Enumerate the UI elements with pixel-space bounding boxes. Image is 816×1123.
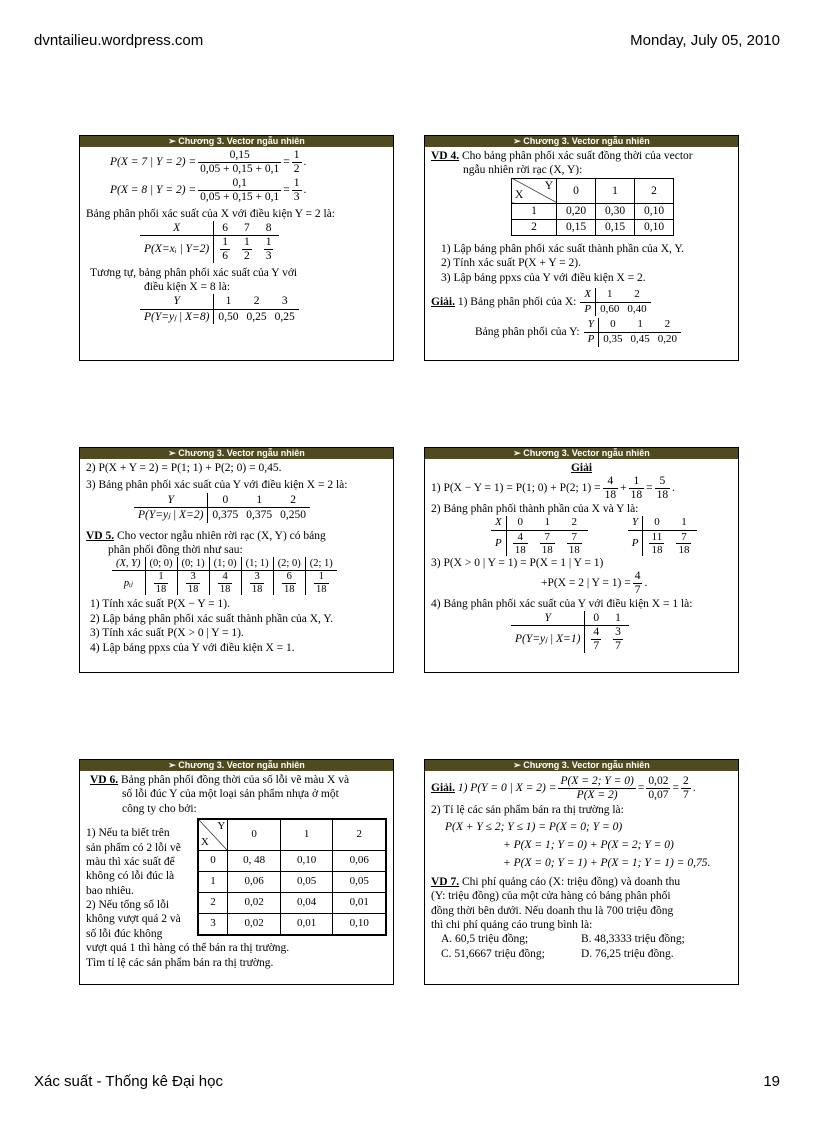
text-line: Bảng phân phối của Y: <box>475 326 580 339</box>
text-line: số lỗi đúc Y của một loại sản phẩm nhựa ở một <box>122 788 339 801</box>
text-line: Tìm tỉ lệ các sản phẩm bán ra thị trường. <box>86 956 274 969</box>
page-number: 19 <box>763 1073 780 1090</box>
example-label: VD 6. <box>90 774 119 786</box>
text-line: 3) P(X > 0 | Y = 1) = P(X = 1 | Y = 1) <box>431 556 604 569</box>
table-cell: 7 <box>236 221 258 236</box>
table-cell: 0 <box>557 178 596 203</box>
table-cell: (0; 0) <box>145 557 177 571</box>
table-cell: Y <box>140 294 214 309</box>
frac-den: 7 <box>615 640 621 653</box>
frac-num: 1 <box>293 149 300 161</box>
table-cell: 2 <box>512 219 557 235</box>
table-cell: 0,60 <box>596 302 624 316</box>
table-cell: 2 <box>654 318 681 332</box>
slide-1 <box>79 135 394 361</box>
table-cell: 0 <box>198 851 228 872</box>
table-cell: 0 <box>208 493 242 508</box>
solution-label: Giải. <box>431 781 455 794</box>
text-line: số lỗi đúc không <box>86 927 163 940</box>
table-cell: Y <box>511 611 585 626</box>
table-cell: 1 <box>512 203 557 219</box>
joint-table <box>197 818 387 936</box>
slide-title: ➢ Chương 3. Vector ngẫu nhiên <box>425 760 738 771</box>
slide-title: ➢ Chương 3. Vector ngẫu nhiên <box>80 448 393 459</box>
table-row <box>198 914 386 936</box>
table-cell: 2 <box>623 288 650 302</box>
text-line: vượt quá 1 thì hàng có thể bán ra thị trường. <box>86 942 290 955</box>
text-line: Cho bảng phân phối xác suất đồng thời của vector <box>462 150 693 162</box>
frac-den: 18 <box>155 583 167 595</box>
table-cell: 0,06 <box>228 872 281 893</box>
option-a: A. 60,5 triệu đồng; <box>441 933 529 946</box>
table-cell: 3 <box>198 914 228 936</box>
solution-label: Giải. <box>431 295 455 308</box>
slide-title: ➢ Chương 3. Vector ngẫu nhiên <box>80 136 393 147</box>
table-cell: 0,05 <box>280 872 333 893</box>
frac-num: 11 <box>649 531 664 544</box>
table-cell: 1 <box>280 819 333 851</box>
header-site: dvntailieu.wordpress.com <box>34 32 204 49</box>
slide-4: ➢ Chương 3. Vector ngẫu nhiên Giải 1) P(X − Y = 1) = P(1; 0) + P(2; 1) = $\frac{4}{18}$ + $\frac{1}{18}$ = $\frac{5}{18}$ . 2) Bảng phân phối thành phần của X và Y là: X 0 1 2 P $\frac{4}{18}$ $\frac{7}{18}$ $\frac{7}{18}$ Y 0 1 P $\frac{11}{18}$ $\frac{7}{18}$ 3) P(X > 0 | Y = 1) = P(X = 1 | Y = 1) +P(X = 2 | Y = 1) = $\frac{4}{7}$ . 4) Bảng phân phối xác suất của Y với điều kiện X = 1 là: Y 0 1 P(Y=yⱼ | X=1) $\frac{4}{7}$ $\frac{3}{7}$ <box>424 447 739 673</box>
table-cell: 8 <box>258 221 280 236</box>
frac-den: P(X = 2) <box>576 788 618 801</box>
frac-den: 18 <box>656 489 669 502</box>
table-cell: 0,10 <box>635 219 674 235</box>
table-cell: 1 <box>534 516 561 530</box>
frac-den: 18 <box>514 543 526 556</box>
text-line: 1) Bảng phân phối của X: <box>457 295 577 308</box>
table-cell: 0,250 <box>280 509 307 522</box>
table-cell: 0,25 <box>274 310 295 323</box>
table-row <box>512 219 674 235</box>
solution-label: Giải <box>570 462 593 474</box>
dist-table-x <box>491 516 588 556</box>
text-line: (Y: triệu đồng) của một cửa hàng có bảng phân phối <box>431 890 671 903</box>
table-cell: 1 <box>214 294 243 309</box>
equals: = <box>283 155 290 168</box>
frac-den: 18 <box>541 543 553 556</box>
frac-den: 0,07 <box>648 788 669 801</box>
slide-2 <box>424 135 739 361</box>
table-cell: P(Y=yⱼ | X=8) <box>144 310 210 323</box>
question-1: 1) Tính xác suất P(X − Y = 1). <box>90 598 230 611</box>
frac-den: 18 <box>630 489 643 502</box>
eq-lhs: 1) P(Y = 0 | X = 2) = <box>457 781 557 794</box>
eq-lhs: P(X = 7 | Y = 2) = <box>110 155 197 168</box>
table-cell: 0,15 <box>596 219 635 235</box>
text-line: + P(X = 1; Y = 0) + P(X = 2; Y = 0) <box>503 839 674 852</box>
table-cell: (1; 1) <box>241 557 273 571</box>
frac-num: 4 <box>603 475 619 489</box>
equation-2: P(X = 8 | Y = 2) = $\frac{0,1}{0,05 + 0,15 + 0,1}$ = $\frac{1}{3}$ . <box>110 177 307 203</box>
question-2: 2) Tính xác suất P(X + Y = 2). <box>441 257 581 270</box>
question-2: 2) Lập bảng phân phối xác suất thành phần của X, Y. <box>90 612 334 625</box>
side-text <box>86 818 197 941</box>
table-cell: 0,45 <box>630 333 650 346</box>
frac-num: 1 <box>222 236 228 249</box>
text-line: công ty cho bởi: <box>122 802 197 815</box>
frac-num: 7 <box>540 531 555 544</box>
frac-num: 5 <box>655 475 671 489</box>
frac-num: 3 <box>615 626 621 639</box>
table-cell: 0, 48 <box>228 851 281 872</box>
table-cell: 0,15 <box>557 219 596 235</box>
table-cell: 3 <box>271 294 299 309</box>
frac-num: 1 <box>154 571 169 584</box>
equals: = <box>283 184 290 197</box>
table-cell: 0,01 <box>333 893 386 914</box>
table-cell: 0,02 <box>228 893 281 914</box>
text-line: 2) Tỉ lệ các sản phẩm bán ra thị trường là: <box>431 804 624 817</box>
table-cell: pᵢⱼ <box>123 577 133 589</box>
frac-num: 1 <box>243 236 250 249</box>
table-cell: (2; 0) <box>273 557 305 571</box>
table-cell: 0,20 <box>557 203 596 219</box>
frac-num: 4 <box>634 570 641 583</box>
table-cell: 0 <box>599 318 627 332</box>
footer-course: Xác suất - Thống kê Đại học <box>34 1073 223 1090</box>
frac-num: 3 <box>186 571 201 584</box>
eq-lhs: P(X = 8 | Y = 2) = <box>110 184 197 197</box>
table-cell: P(Y=yⱼ | X=1) <box>515 633 581 646</box>
table-row <box>198 893 386 914</box>
frac-num: 7 <box>567 531 582 544</box>
table-cell: 0 <box>643 516 671 530</box>
text-line: Chi phí quảng cáo (X: triệu đồng) và doanh thu <box>462 875 681 888</box>
frac-den: 18 <box>651 543 663 556</box>
frac-num: 4 <box>218 571 233 584</box>
table-cell: P <box>495 536 502 549</box>
table-cell: 0,10 <box>635 203 674 219</box>
table-cell: 0 <box>506 516 534 530</box>
slide-title: ➢ Chương 3. Vector ngẫu nhiên <box>80 760 393 771</box>
text-line: màu thì xác suất để <box>86 855 175 868</box>
slide-title: ➢ Chương 3. Vector ngẫu nhiên <box>425 448 738 459</box>
frac-num: 0,15 <box>198 149 281 163</box>
frac-num: 1 <box>293 177 300 190</box>
question-3: 3) Tính xác suất P(X > 0 | Y = 1). <box>90 627 244 640</box>
table-cell: 0 <box>228 819 281 851</box>
table-cell: X <box>140 221 214 236</box>
text-line: ngẫu nhiên rời rạc (X, Y): <box>463 164 583 177</box>
frac-den: 7 <box>634 583 641 596</box>
frac-den: 18 <box>604 489 617 502</box>
example-label: VD 4. <box>431 150 460 162</box>
table-cell: 0,04 <box>280 893 333 914</box>
dist-table-y <box>134 493 310 523</box>
question-4: 4) Lập bảng ppxs của Y với điều kiện X = 1. <box>90 641 295 654</box>
option-b: B. 48,3333 triệu đồng; <box>581 933 685 946</box>
table-cell: P(X=xᵢ | Y=2) <box>144 243 210 256</box>
dist-table-x <box>140 221 279 263</box>
text-line: 1) P(X − Y = 1) = P(1; 0) + P(2; 1) = <box>431 482 601 495</box>
table-cell: 1 <box>670 516 697 530</box>
text-line: Cho vector ngẫu nhiên rời rạc (X, Y) có bảng <box>117 529 326 542</box>
corner-x: X <box>515 189 524 202</box>
slide-5 <box>79 759 394 985</box>
table-cell: (1; 0) <box>209 557 241 571</box>
dist-table-y <box>140 294 299 324</box>
text-line: + P(X = 0; Y = 1) + P(X = 1; Y = 1) = 0,75. <box>503 857 711 870</box>
table-cell: Y <box>584 318 599 332</box>
dist-table-x <box>580 288 650 317</box>
example-label: VD 5. <box>86 529 115 542</box>
text-line: điều kiện X = 8 là: <box>144 280 231 293</box>
frac-num: 4 <box>513 531 528 544</box>
frac-num: P(X = 2; Y = 0) <box>560 775 634 787</box>
text-line: phân phối đồng thời như sau: <box>108 543 243 556</box>
corner-y: Y <box>217 820 226 833</box>
table-cell: (2; 1) <box>305 557 337 571</box>
text-line: 4) Bảng phân phối xác suất của Y với điều kiện X = 1 là: <box>431 597 693 610</box>
frac-den: 7 <box>682 788 689 801</box>
table-cell: (X, Y) <box>112 557 145 571</box>
table-cell: 0,35 <box>599 333 627 347</box>
question-3: 3) Lập bảng ppxs của Y với điều kiện X = 2. <box>441 271 646 284</box>
text-line: P(X + Y ≤ 2; Y ≤ 1) = P(X = 0; Y = 0) <box>445 820 623 833</box>
frac-num: 0,02 <box>648 775 669 787</box>
corner-y: Y <box>544 179 553 192</box>
text-line: không vượt quá 2 và <box>86 913 181 926</box>
frac-den: 2 <box>243 249 250 262</box>
table-cell: 1 <box>627 318 654 332</box>
table-cell: P <box>584 302 592 315</box>
text-line: thì chi phí quảng cáo trung bình là: <box>431 918 593 931</box>
frac-den: 18 <box>187 583 199 595</box>
table-cell: 2 <box>243 294 271 309</box>
text-line: đồng thời bên dưới. Nếu doanh thu là 700 triệu đồng <box>431 904 674 917</box>
question-1: 1) Lập bảng phân phối xác suất thành phần của X, Y. <box>441 242 685 255</box>
joint-table <box>511 178 674 236</box>
table-cell: P <box>587 333 595 346</box>
text-line: không có lỗi đúc là <box>86 870 175 883</box>
frac-den: 6 <box>222 249 228 262</box>
dist-table-y <box>628 516 698 556</box>
table-cell: 0,30 <box>596 203 635 219</box>
table-cell: 0,40 <box>627 302 647 315</box>
frac-num: 2 <box>682 775 689 787</box>
table-cell: 0,05 <box>333 872 386 893</box>
frac-den: 0,05 + 0,15 + 0,1 <box>200 190 280 203</box>
table-cell: 6 <box>214 221 236 236</box>
text-line: +P(X = 2 | Y = 1) = <box>541 577 631 590</box>
table-cell: Y <box>134 493 208 508</box>
table-cell: 2 <box>561 516 588 530</box>
frac-den: 3 <box>293 190 300 203</box>
frac-den: 7 <box>593 640 600 653</box>
table-cell: 0,50 <box>214 309 243 324</box>
frac-den: 18 <box>219 583 231 595</box>
table-cell: P <box>631 536 639 549</box>
table-row <box>512 203 674 219</box>
text-line: 2) Nếu tổng số lỗi <box>86 899 170 911</box>
frac-num: 3 <box>250 571 265 584</box>
frac-den: 0,05 + 0,15 + 0,1 <box>200 162 280 175</box>
frac-num: 7 <box>676 531 691 544</box>
frac-den: 18 <box>316 583 327 595</box>
text-line: bao nhiêu. <box>86 884 134 897</box>
text-line: 2) Bảng phân phối thành phần của X và Y là: <box>431 502 639 515</box>
frac-den: 18 <box>568 543 580 556</box>
table-cell: X <box>491 516 506 530</box>
table-cell: P(Y=yⱼ | X=2) <box>138 509 204 522</box>
table-cell: 0,10 <box>280 851 333 872</box>
frac-den: 3 <box>265 249 272 262</box>
header-date: Monday, July 05, 2010 <box>630 32 780 49</box>
table-cell: 1 <box>198 872 228 893</box>
table-row <box>198 851 386 872</box>
table-cell: 2 <box>198 893 228 914</box>
corner-x: X <box>200 836 209 849</box>
table-cell: X <box>580 288 595 302</box>
table-cell: (0; 1) <box>177 557 209 571</box>
text-line: Bảng phân phối đồng thời của số lỗi vẽ màu X và <box>121 774 350 786</box>
slide-6: ➢ Chương 3. Vector ngẫu nhiên Giải. 1) P(Y = 0 | X = 2) = $\frac{P(X = 2; Y = 0)}{P(X = 2)}$ = $\frac{0,02}{0,07}$ = $\frac{2}{7}$ . 2) Tỉ lệ các sản phẩm bán ra thị trường là: P(X + Y ≤ 2; Y ≤ 1) = P(X = 0; Y = 0) + P(X = 1; Y = 0) + P(X = 2; Y = 0) + P(X = 0; Y = 1) + P(X = 1; Y = 1) = 0,75. VD 7. Chi phí quảng cáo (X: triệu đồng) và doanh thu (Y: triệu đồng) của một cửa hàng có bảng phân phối đồng thời bên dưới. Nếu doanh thu là 700 triệu đồng thì chi phí quảng cáo trung bình là: A. 60,5 triệu đồng; B. 48,3333 triệu đồng; C. 51,6667 triệu đồng; D. 76,25 triệu đồng. <box>424 759 739 985</box>
example-label: VD 7. <box>431 875 460 888</box>
text-line: 2) P(X + Y = 2) = P(1; 1) + P(2; 0) = 0,45. <box>86 462 282 474</box>
table-row <box>198 872 386 893</box>
frac-num: 1 <box>314 571 329 584</box>
table-cell: Y <box>628 516 643 530</box>
text-line: sản phẩm có 2 lỗi vẽ <box>86 841 181 854</box>
table-cell: 2 <box>276 493 310 508</box>
slide-title: ➢ Chương 3. Vector ngẫu nhiên <box>425 136 738 147</box>
frac-den: 18 <box>283 583 295 595</box>
table-cell: 1 <box>596 178 635 203</box>
text-line: Bảng phân phối xác suất của X với điều kiện Y = 2 là: <box>86 207 336 220</box>
table-cell: 2 <box>333 819 386 851</box>
table-cell: 0,02 <box>228 914 281 936</box>
text-line: Tương tự, bảng phân phối xác suất của Y với <box>90 266 298 279</box>
equation-1: P(X = 7 | Y = 2) = $\frac{0,15}{0,05 + 0,15 + 0,1}$ = $\frac{1}{2}$ . <box>110 149 307 175</box>
dist-table-cond <box>511 611 629 653</box>
frac-num: 0,1 <box>198 177 281 191</box>
table-cell: 1 <box>242 493 276 508</box>
table-cell: 0,375 <box>246 509 273 522</box>
frac-num: 1 <box>629 475 645 489</box>
frac-den: 18 <box>251 583 263 595</box>
joint-table <box>112 557 337 595</box>
table-cell: 0,25 <box>246 310 267 323</box>
table-cell: 0,06 <box>333 851 386 872</box>
text-line: 1) Nếu ta biết trên <box>86 827 170 840</box>
frac-den: 18 <box>678 543 690 556</box>
table-cell: 0,10 <box>333 914 386 936</box>
frac-num: 1 <box>265 236 272 249</box>
table-cell: 0 <box>585 611 607 626</box>
text-line: 3) Bảng phân phối xác suất của Y với điều kiện X = 2 là: <box>86 479 348 492</box>
table-cell: 1 <box>596 288 624 302</box>
table-cell: 0,01 <box>280 914 333 936</box>
option-c: C. 51,6667 triệu đồng; <box>441 947 545 960</box>
frac-den: 2 <box>293 162 300 175</box>
table-cell: 2 <box>635 178 674 203</box>
table-cell: 0,375 <box>208 508 242 523</box>
option-d: D. 76,25 triệu đồng. <box>581 947 674 960</box>
slide-3 <box>79 447 394 673</box>
table-cell: 1 <box>607 611 629 626</box>
frac-num: 4 <box>593 626 600 639</box>
dist-table-y <box>584 318 681 347</box>
table-cell: 0,20 <box>657 333 678 346</box>
frac-num: 6 <box>282 571 297 584</box>
